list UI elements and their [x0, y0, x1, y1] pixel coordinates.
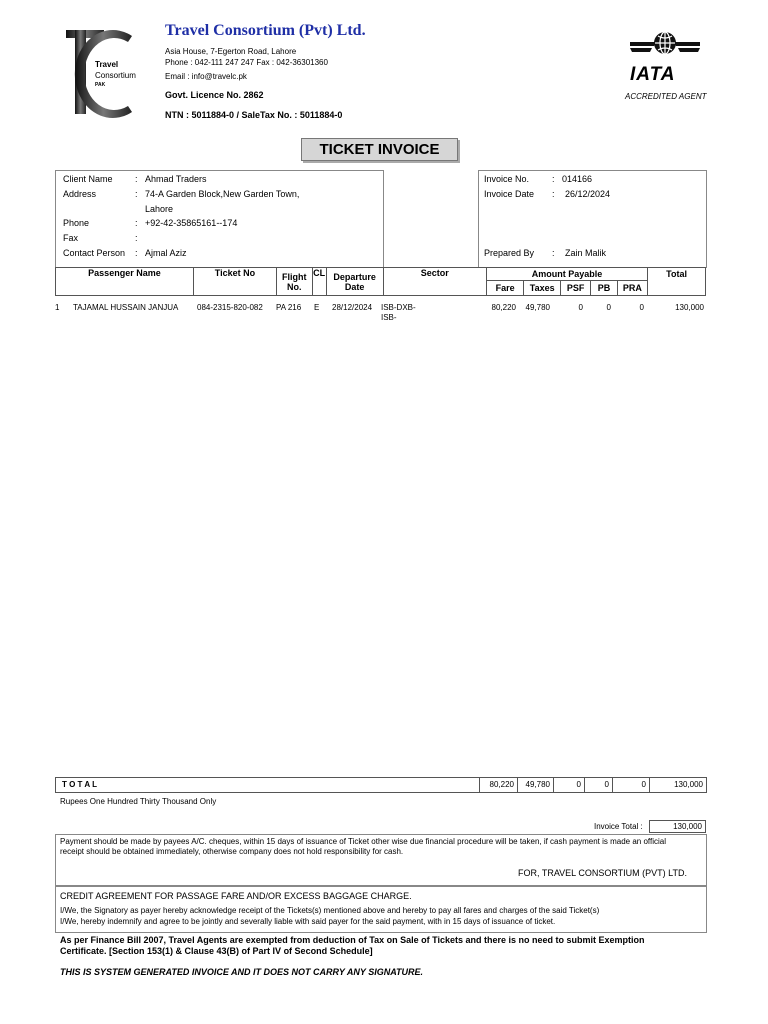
row-sector-2: ISB-: [381, 313, 397, 322]
items-header: [55, 267, 706, 296]
header-departure-date: [326, 268, 383, 296]
client-phone: +92-42-35865161--174: [145, 218, 238, 228]
header-flight-no-text: No.: [287, 281, 302, 292]
fax-label: Fax: [63, 233, 79, 243]
totals-row: [55, 777, 707, 793]
row-departure: 28/12/2024: [332, 303, 373, 312]
header-pb: PB: [591, 281, 617, 296]
total-psf: 0: [553, 778, 584, 792]
logo-text-2: Consortium: [95, 71, 136, 80]
total-amount: 130,000: [649, 778, 706, 792]
company-logo: [62, 26, 140, 122]
row-sector-1: ISB-DXB-: [381, 303, 416, 312]
header-fare: Fare: [486, 281, 524, 296]
row-psf: 0: [578, 303, 583, 312]
invoice-date: 26/12/2024: [565, 189, 611, 199]
contact-person: Ajmal Aziz: [145, 248, 187, 258]
header-pra: PRA: [617, 281, 647, 296]
credit-line-2: I/We, hereby indemnify and agree to be jointly and severally liable with said payer for the said payment, with in 15 days of issuance of ticket.: [60, 917, 556, 926]
company-address: Asia House, 7-Egerton Road, Lahore: [165, 47, 297, 56]
invoice-title: TICKET INVOICE: [301, 138, 458, 161]
header-taxes: Taxes: [524, 281, 561, 296]
header-total-blank: [648, 281, 706, 296]
amount-in-words: Rupees One Hundred Thirty Thousand Only: [60, 797, 217, 806]
row-fare: 80,220: [491, 303, 516, 312]
company-name: Travel Consortium (Pvt) Ltd.: [165, 22, 366, 39]
colon: :: [135, 174, 138, 184]
total-pb: 0: [584, 778, 612, 792]
header-psf: PSF: [560, 281, 590, 296]
terms-line-2: receipt should be obtained immediately, otherwise company does not hold responsibility for cash.: [60, 847, 404, 856]
row-ticket-no: 084-2315-820-082: [197, 303, 263, 312]
total-pra: 0: [612, 778, 649, 792]
iata-logo-text: IATA: [630, 64, 676, 85]
colon: :: [552, 248, 555, 258]
total-taxes: 49,780: [517, 778, 553, 792]
payment-terms-box: [55, 834, 707, 886]
invoice-total-label: Invoice Total :: [594, 822, 643, 831]
system-generated-note: THIS IS SYSTEM GENERATED INVOICE AND IT DOES NOT CARRY ANY SIGNATURE.: [60, 967, 424, 977]
row-pb: 0: [606, 303, 611, 312]
accredited-agent: ACCREDITED AGENT: [625, 92, 707, 101]
row-taxes: 49,780: [525, 303, 550, 312]
colon: :: [135, 189, 138, 199]
contact-person-label: Contact Person: [63, 248, 126, 258]
header-departure: Departure: [333, 271, 376, 282]
row-flight: PA 216: [276, 303, 302, 312]
iata-globe-icon: [628, 28, 702, 69]
govt-licence: Govt. Licence No. 2862: [165, 90, 264, 100]
header-passenger-name: Passenger Name: [56, 268, 194, 296]
company-phone: Phone : 042-111 247 247 Fax : 042-36301360: [165, 58, 328, 67]
invoice-no-label: Invoice No.: [484, 174, 530, 184]
row-passenger: TAJAMAL HUSSAIN JANJUA: [73, 303, 179, 312]
header-amount-payable: Amount Payable: [486, 268, 647, 281]
row-serial: 1: [55, 303, 60, 312]
phone-label: Phone: [63, 218, 90, 228]
client-name: Ahmad Traders: [145, 174, 207, 184]
row-pra: 0: [639, 303, 644, 312]
prepared-by-label: Prepared By: [484, 248, 535, 258]
credit-title: CREDIT AGREEMENT FOR PASSAGE FARE AND/OR EXCESS BAGGAGE CHARGE.: [60, 891, 412, 901]
client-address-line1: 74-A Garden Block,New Garden Town,: [145, 189, 300, 199]
header-date: Date: [344, 281, 365, 292]
colon: :: [135, 218, 138, 228]
finance-note-line-2: Certificate. [Section 153(1) & Clause 43(B) of Part IV of Second Schedule]: [60, 946, 373, 956]
colon: :: [552, 189, 555, 199]
company-email: Email : info@travelc.pk: [165, 72, 247, 81]
prepared-by: Zain Malik: [565, 248, 607, 258]
invoice-total: 130,000: [649, 820, 706, 833]
header-ticket-no: Ticket No: [193, 268, 276, 296]
colon: :: [135, 248, 138, 258]
client-address-line2: Lahore: [145, 204, 174, 214]
ntn-number: NTN : 5011884-0 / SaleTax No. : 5011884-0: [165, 110, 343, 120]
total-label: T O T A L: [62, 780, 97, 789]
logo-text-3: PAK: [95, 82, 106, 88]
header-total: Total: [648, 268, 706, 281]
header-flight: Flight: [282, 271, 307, 282]
terms-line-1: Payment should be made by payees A/C. cheques, within 15 days of issuance of Ticket other wise due financial procedure will be taken, if cash payment is made an official: [60, 837, 666, 846]
header-flight-no: [277, 268, 312, 296]
logo-text-1: Travel: [95, 60, 119, 69]
client-name-label: Client Name: [63, 174, 113, 184]
credit-agreement-box: [55, 886, 707, 933]
address-label: Address: [63, 189, 97, 199]
invoice-date-label: Invoice Date: [484, 189, 535, 199]
header-cl: CL: [312, 268, 326, 296]
for-company: FOR, TRAVEL CONSORTIUM (PVT) LTD.: [518, 868, 688, 878]
credit-line-1: I/We, the Signatory as payer hereby acknowledge receipt of the Tickets(s) mentioned above and hereby to pay all fares and charges of the said Ticket(s): [60, 906, 600, 915]
invoice-no: 014166: [562, 174, 593, 184]
colon: :: [135, 233, 138, 243]
row-cl: E: [314, 303, 320, 312]
finance-note-line-1: As per Finance Bill 2007, Travel Agents are exempted from deduction of Tax on Sale of Tickets and there is no need to submit Exemption: [60, 935, 645, 945]
colon: :: [552, 174, 555, 184]
header-sector: Sector: [383, 268, 486, 296]
total-fare: 80,220: [479, 778, 517, 792]
row-total: 130,000: [675, 303, 704, 312]
